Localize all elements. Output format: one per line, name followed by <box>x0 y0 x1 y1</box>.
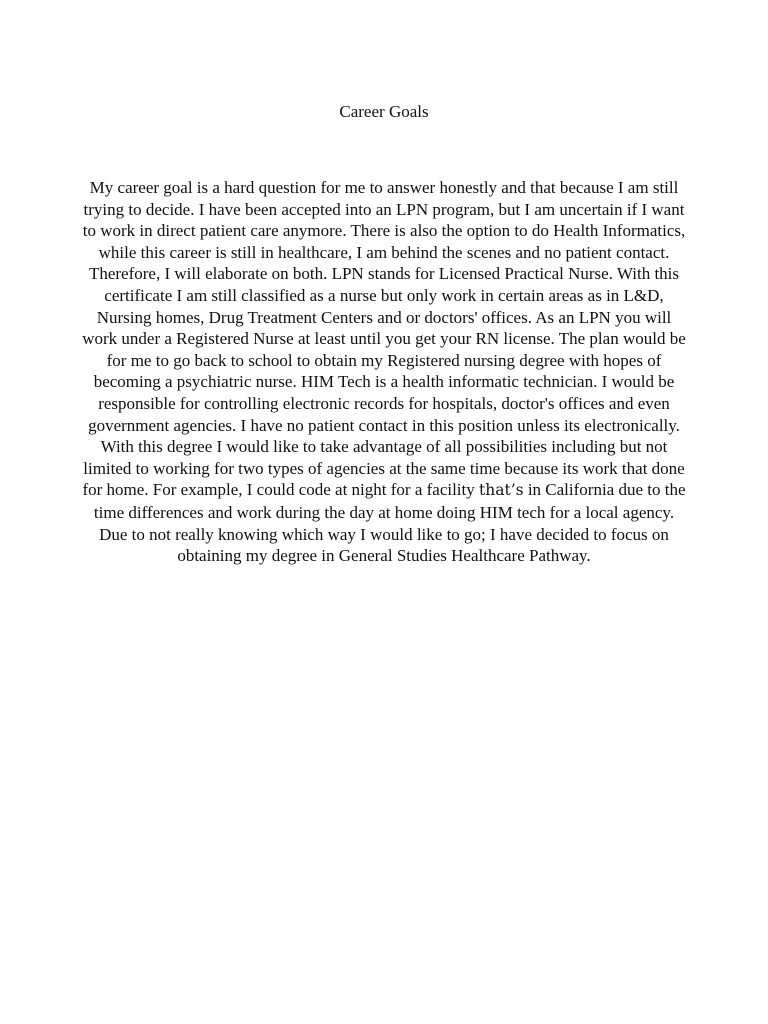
paragraph-text-end: in California due to the time differences and work during the day at home doing HIM tech for a local agency. Due to not really knowing which way I would like to go; I have decided to focus on obtaining my degree in General Studies Healthcare Pathway. <box>93 480 686 566</box>
paragraph-emphasized-word: that’s <box>479 481 524 500</box>
paragraph-text-start: My career goal is a hard question for me to answer honestly and that because I am still trying to decide. I have been accepted into an LPN program, but I am uncertain if I want to work in direct patient care anymore. There is also the option to do Health Informatics, while this career is still in healthcare, I am behind the scenes and no patient contact. Therefore, I will elaborate on both. LPN stands for Licensed Practical Nurse. With this certificate I am still classified as a nurse but only work in certain areas as in L&D, Nursing homes, Drug Treatment Centers and or doctors' offices. As an LPN you will work under a Registered Nurse at least until you get your RN license. The plan would be for me to go back to school to obtain my Registered nursing degree with hopes of becoming a psychiatric nurse. HIM Tech is a health informatic technician. I would be responsible for controlling electronic records for hospitals, doctor's offices and even government agencies. I have no patient contact in this position unless its electronically. With this degree I would like to take advantage of all possibilities including but not limited to working for two types of agencies at the same time because its work that done for home. For example, I could code at night for a facility <box>82 178 686 500</box>
document-title: Career Goals <box>339 102 429 121</box>
body-paragraph <box>82 177 686 567</box>
